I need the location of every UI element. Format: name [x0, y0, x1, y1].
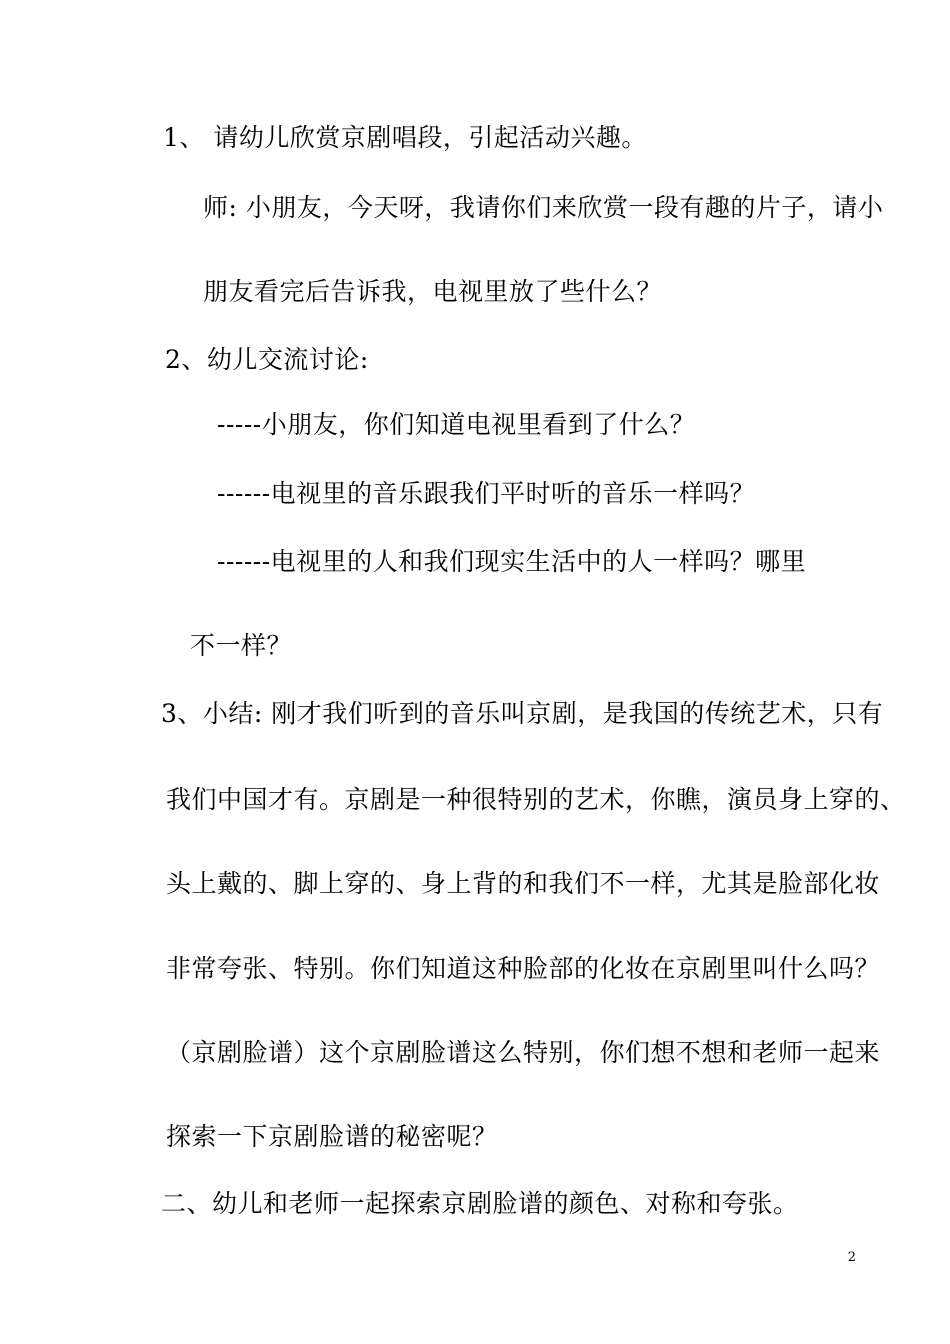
summary-line-3: 头上戴的、脚上穿的、身上背的和我们不一样，尤其是脸部化妆	[166, 869, 881, 898]
section-2-heading: 二、幼儿和老师一起探索京剧脸谱的颜色、对称和夸张。	[161, 1189, 799, 1218]
summary-line-6: 探索一下京剧脸谱的秘密呢？	[166, 1122, 498, 1151]
summary-line-4: 非常夸张、特别。你们知道这种脸部的化妆在京剧里叫什么吗？	[166, 954, 881, 983]
teacher-line-2: 朋友看完后告诉我，电视里放了些什么？	[203, 277, 663, 306]
question-2: ------电视里的音乐跟我们平时听的音乐一样吗？	[217, 479, 756, 508]
step-1-heading: 1、 请幼儿欣赏京剧唱段，引起活动兴趣。	[163, 123, 647, 152]
question-1: -----小朋友，你们知道电视里看到了什么？	[217, 410, 696, 439]
question-3-continued: 不一样？	[190, 631, 293, 660]
summary-line-2: 我们中国才有。京剧是一种很特别的艺术，你瞧，演员身上穿的、	[166, 785, 906, 814]
step-2-heading: 2、幼儿交流讨论:	[165, 345, 369, 374]
teacher-line-1: 师: 小朋友，今天呀，我请你们来欣赏一段有趣的片子，请小	[203, 193, 884, 222]
question-3: ------电视里的人和我们现实生活中的人一样吗？哪里	[217, 547, 807, 576]
page-number: 2	[847, 1250, 856, 1265]
summary-line-1: 3、小结: 刚才我们听到的音乐叫京剧，是我国的传统艺术，只有	[161, 699, 884, 728]
summary-line-5: （京剧脸谱）这个京剧脸谱这么特别，你们想不想和老师一起来	[166, 1038, 881, 1067]
